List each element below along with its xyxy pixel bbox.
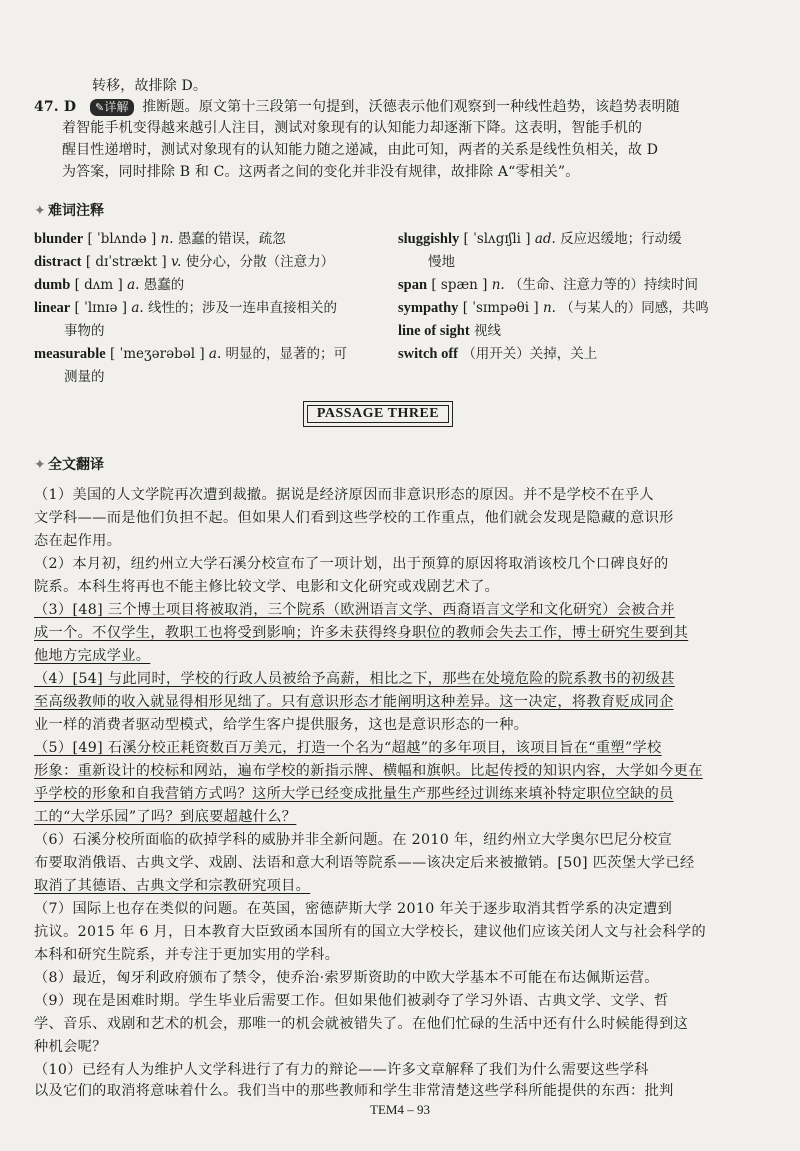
translation-line: 态在起作用。 <box>34 533 122 549</box>
translation-line: 成一个。不仅学生，教职工也将受到影响；许多未获得终身职位的教师会失去工作，博士研究生要到其 <box>34 625 689 641</box>
answer-47-line-3: 醒目性递增时，测试对象现有的认知能力随之递减，由此可知，两者的关系是线性负相关，故 D <box>62 142 659 158</box>
translation-line: （9）现在是困难时期。学生毕业后需要工作。但如果他们被剥夺了学习外语、古典文学、文学、哲 <box>34 993 669 1009</box>
vocab-left-column <box>34 228 347 389</box>
translation-line: 取消了其德语、古典文学和宗教研究项目。 <box>34 878 311 894</box>
vocab-entry: linear [ ˈlɪnɪə ] a. 线性的；涉及一连串直接相关的 <box>34 300 337 316</box>
answer-number: 47. D <box>34 99 77 115</box>
vocab-entry: distract [ dɪˈstrækt ] v. 使分心，分散（注意力） <box>34 254 335 270</box>
translation-line: 布要取消俄语、古典文学、戏剧、法语和意大利语等院系——该决定后来被撤销。[50] 匹茨堡大学已经 <box>34 855 695 871</box>
translation-line: （3）[48] 三个博士项目将被取消，三个院系（欧洲语言文学、西裔语言文学和文化研究）会被合并 <box>34 602 675 618</box>
pen-icon: ✎ <box>94 101 105 114</box>
translation-line: 院系。本科生将再也不能主修比较文学、电影和文化研究或戏剧艺术了。 <box>34 579 500 595</box>
vocab-entry: sympathy [ ˈsɪmpəθi ] n. （与某人的）同感，共鸣 <box>398 300 709 316</box>
translation-line: （2）本月初，纽约州立大学石溪分校宣布了一项计划，出于预算的原因将取消该校几个口碑良好的 <box>34 556 669 572</box>
vocab-entry: sluggishly [ ˈslʌgɪʃli ] ad. 反应迟缓地；行动缓 <box>398 231 682 247</box>
translation-line: 业一样的消费者驱动型模式，给学生客户提供服务，这也是意识形态的一种。 <box>34 717 529 733</box>
translation-line: （6）石溪分校所面临的砍掉学科的威胁并非全新问题。在 2010 年，纽约州立大学奥尔巴尼分校宣 <box>34 832 673 848</box>
translation-line: 以及它们的取消将意味着什么。我们当中的那些教师和学生非常清楚这些学科所能提供的东西：批判 <box>34 1083 674 1099</box>
translation-line: 种机会呢？ <box>34 1039 107 1055</box>
page-footer: TEM4 – 93 <box>370 1102 430 1117</box>
translation-line: 形象：重新设计的校标和网站，遍布学校的新指示牌、横幅和旗帜。比起传授的知识内容，大学如今更在 <box>34 763 703 779</box>
vocab-entry: line of sight 视线 <box>398 323 501 339</box>
passage-title-box <box>303 401 453 427</box>
translation-line: （10）已经有人为维护人文学科进行了有力的辩论——许多文章解释了我们为什么需要这些学科 <box>34 1062 649 1078</box>
translation-line: 工的“大学乐园”了吗？到底要超越什么？ <box>34 809 297 825</box>
translation-line: 抗议。2015 年 6 月，日本教育大臣致函本国所有的国立大学校长，建议他们应该关闭人文与社会科学的 <box>34 924 707 940</box>
vocab-entry: blunder [ ˈblʌndə ] n. 愚蠢的错误，疏忽 <box>34 231 286 247</box>
detail-badge: ✎详解 <box>90 99 134 116</box>
vocab-entry: dumb [ dʌm ] a. 愚蠢的 <box>34 277 185 293</box>
passage-title: PASSAGE THREE <box>316 406 440 421</box>
answer-47-line-1: 47. D ✎详解 推断题。原文第十三段第一句提到，沃德表示他们观察到一种线性趋势，该趋势表明随 <box>34 99 680 115</box>
section-mark-icon: ✦ <box>34 457 46 473</box>
translation-line: 学、音乐、戏剧和艺术的机会，那唯一的机会就被错失了。在他们忙碌的生活中还有什么时候能得到这 <box>34 1016 689 1032</box>
vocab-entry-cont: 事物的 <box>64 323 105 339</box>
vocab-heading: ✦ 难词注释 <box>34 203 104 219</box>
vocab-entry: span [ spæn ] n. （生命、注意力等的）持续时间 <box>398 277 698 293</box>
answer-prev-tail: 转移，故排除 D。 <box>92 78 208 94</box>
translation-line: 至高级教师的收入就显得相形见绌了。只有意识形态才能阐明这种差异。这一决定，将教育贬成同企 <box>34 694 674 710</box>
vocab-right-column <box>398 228 709 366</box>
translation-line: （4）[54] 与此同时，学校的行政人员被给予高薪，相比之下，那些在处境危险的院系教书的初级甚 <box>34 671 675 687</box>
translation-line: 他地方完成学业。 <box>34 648 151 664</box>
answer-47-line-4: 为答案，同时排除 B 和 C。这两者之间的变化并非没有规律，故排除 A“零相关”。 <box>62 164 580 180</box>
vocab-entry-cont: 测量的 <box>64 369 105 385</box>
vocab-entry: switch off （用开关）关掉，关上 <box>398 346 598 362</box>
vocab-entry: measurable [ ˈmeʒərəbəl ] a. 明显的，显著的；可 <box>34 346 348 362</box>
answer-47-line-2: 着智能手机变得越来越引人注目，测试对象现有的认知能力却逐渐下降。这表明，智能手机的 <box>62 120 643 136</box>
translation-line: 乎学校的形象和自我营销方式吗？这所大学已经变成批量生产那些经过训练来填补特定职位空缺的员 <box>34 786 674 802</box>
section-mark-icon: ✦ <box>34 203 46 219</box>
translation-line: （7）国际上也存在类似的问题。在英国，密德萨斯大学 2010 年关于逐步取消其哲学系的决定遭到 <box>34 901 673 917</box>
translation-line: 本科和研究生院系，并专注于更加实用的学科。 <box>34 947 340 963</box>
translation-line: （8）最近，匈牙利政府颁布了禁令，使乔治·索罗斯资助的中欧大学基本不可能在布达佩斯运营。 <box>34 970 659 986</box>
translation-line: 文学科——而是他们负担不起。但如果人们看到这些学校的工作重点，他们就会发现是隐藏的意识形 <box>34 510 674 526</box>
vocab-entry-cont: 慢地 <box>428 254 455 270</box>
translation-heading: ✦ 全文翻译 <box>34 457 104 473</box>
translation-line: （1）美国的人文学院再次遭到裁撤。据说是经济原因而非意识形态的原因。并不是学校不在乎人 <box>34 487 654 503</box>
translation-line: （5）[49] 石溪分校正耗资数百万美元，打造一个名为“超越”的多年项目，该项目旨在“重塑”学校 <box>34 740 662 756</box>
